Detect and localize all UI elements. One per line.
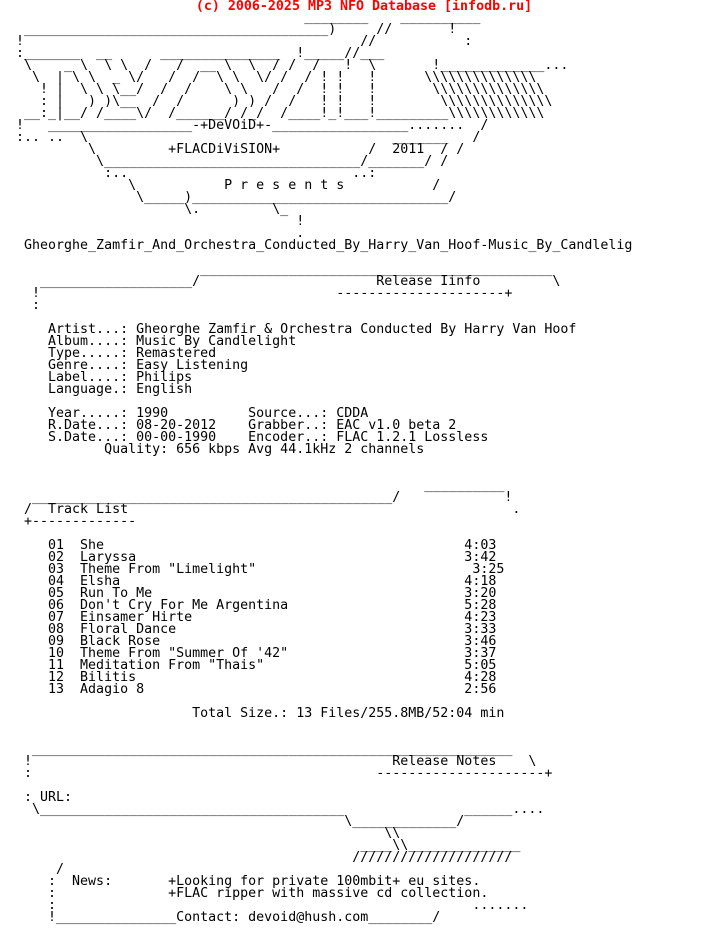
nfo-line: \ +FLACDiViSION+ / 2011 / / [8,142,465,157]
nfo-line: Language.: English [8,382,193,397]
nfo-line: \ _ \ \ \ / / __ \ \ / / / ! \ !_____________... [8,58,569,73]
nfo-line: Gheorghe_Zamfir_And_Orchestra_Conducted_By_Harry_Van_Hoof-Music_By_Candlelig [8,238,633,253]
nfo-line: Genre....: Easy Listening [8,358,249,373]
nfo-line: 01 She 4:03 [8,538,497,553]
nfo-line: \ | \ \ _ \/ / / \ \ \/ / / ! ! ! \\\\\\\\\\\\\\ [8,70,537,85]
nfo-line: :.. ..: [8,166,377,181]
nfo-line: 05 Run To Me 3:20 [8,586,497,601]
nfo-line: \______________________________________ ______.... [8,802,545,817]
nfo-line: //////////////////// [8,850,513,865]
nfo-line: : [8,298,41,313]
nfo-line: ____________________________________________ [8,262,553,277]
nfo-line: S.Date...: 00-00-1990 Encoder..: FLAC 1.2.1 Lossless [8,430,489,445]
nfo-line: \ P r e s e n t s / [8,178,441,193]
nfo-line: / [8,862,65,877]
nfo-line: \________________________________/_______/ / [8,154,449,169]
nfo-line: __:_|__/ /____\/ /______/ /_/ /____!_!___!_________\\\\\\\\\\\\ [8,106,545,121]
nfo-line: 12 Bilitis 4:28 [8,670,497,685]
nfo-line: ___________________/ Release Iinfo \ [8,274,561,289]
site-credit-header: (c) 2006-2025 MP3 NFO Database [infodb.ru] [195,0,533,14]
nfo-line [8,924,632,936]
nfo-line: :_______ __ _______________ !_____//___ [8,46,385,61]
nfo-line: Total Size.: 13 Files/255.8MB/52:04 min [8,706,505,721]
nfo-line: ! Release Notes \ [8,754,537,769]
nfo-line: ! ---------------------+ [8,286,513,301]
nfo-line: :.. .. \ _______ / [8,130,481,145]
nfo-line [8,720,632,732]
nfo-line: : | ) )\__ / / ) ) / / ! ! ! \\\\\\\\\\\\\\ [8,94,553,109]
nfo-line: ________ __________ [8,10,481,25]
nfo-line: : ---------------------+ [8,766,553,781]
nfo-line: : +FLAC ripper with massive cd collection. [8,886,489,901]
nfo-line: \\ [8,826,401,841]
nfo-line: 07 Einsamer Hirte 4:23 [8,610,497,625]
nfo-line: 03 Theme From "Limelight" 3:25 [8,562,505,577]
nfo-line: ! __________________-+DeVOiD+-_________________....... / [8,118,489,133]
nfo-line: ______________________________________) // ! [8,22,457,37]
nfo-line: Quality: 656 kbps Avg 44.1kHz 2 channels [8,442,425,457]
nfo-line: ! | \ \ \__/ / / \ \ / / ! ! ! \\\\\\\\\\\\\\ [8,82,545,97]
nfo-line: \_____________/ [8,814,465,829]
nfo-line: Year.....: 1990 Source...: CDDA [8,406,369,421]
nfo-line: 04 Elsha 4:18 [8,574,497,589]
nfo-line: : ....... [8,898,529,913]
nfo-line: / Track List . [8,502,521,517]
nfo-line: \. \_ [8,202,289,217]
nfo-line: Album....: Music By Candlelight [8,334,297,349]
nfo-line: ____________________________________________________________ [8,742,513,757]
nfo-line: 09 Black Rose 3:46 [8,634,497,649]
nfo-line: \_____)________________________________/ [8,190,457,205]
nfo-line: _____________________________________________/ ! [8,490,513,505]
nfo-line: : News: +Looking for private 100mbit+ eu sites. [8,874,481,889]
nfo-line: 10 Theme From "Summer Of '42" 3:37 [8,646,497,661]
nfo-line: Artist...: Gheorghe Zamfir & Orchestra Conducted By Harry Van Hoof [8,322,577,337]
nfo-line: ____\\______________ [8,838,521,853]
nfo-line: Type.....: Remastered [8,346,217,361]
nfo-line: 11 Meditation From "Thais" 5:05 [8,658,497,673]
nfo-line: Label....: Philips [8,370,193,385]
nfo-line: : URL: [8,790,73,805]
nfo-line: R.Date...: 08-20-2012 Grabber..: EAC v1.0 beta 2 [8,418,457,433]
nfo-line: +------------- [8,514,137,529]
nfo-line: __________ [8,478,505,493]
nfo-line [8,456,632,468]
nfo-line: 02 Laryssa 3:42 [8,550,497,565]
nfo-line: ! [8,214,305,229]
nfo-line: !_______________Contact: devoid@hush.com________/ [8,910,441,925]
nfo-line: . [8,226,305,241]
nfo-line [8,780,632,792]
nfo-line: 06 Don't Cry For Me Argentina 5:28 [8,598,497,613]
nfo-text-body [8,12,632,936]
nfo-line: 13 Adagio 8 2:56 [8,682,497,697]
nfo-line: ! // : [8,34,473,49]
nfo-line: 08 Floral Dance 3:33 [8,622,497,637]
